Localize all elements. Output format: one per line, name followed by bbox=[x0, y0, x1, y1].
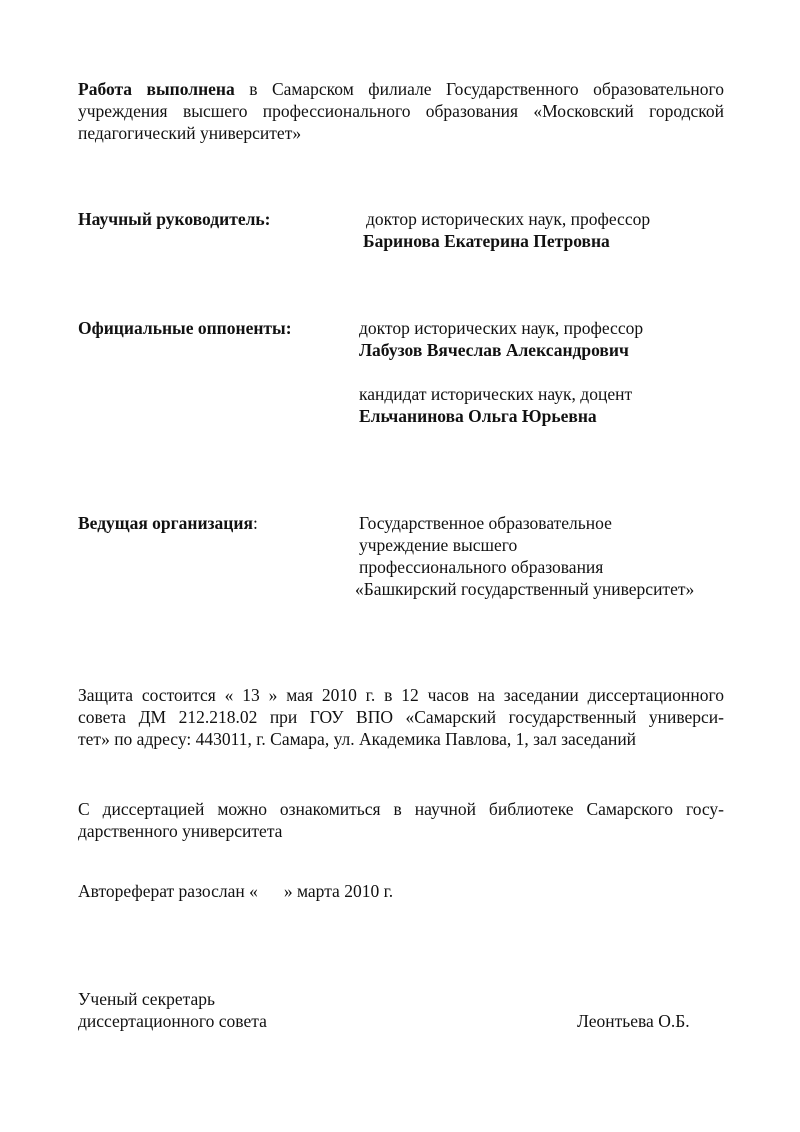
secretary-block bbox=[78, 988, 267, 1032]
leading-org-label-text: Ведущая организация bbox=[78, 513, 253, 533]
leading-org-block bbox=[355, 512, 695, 600]
defense-paragraph bbox=[78, 684, 724, 750]
intro-paragraph bbox=[78, 78, 724, 144]
opponents-label: Официальные оппоненты: bbox=[78, 318, 292, 338]
abstract-sent-line bbox=[78, 880, 393, 902]
abstract-sent-prefix: Автореферат разослан « bbox=[78, 881, 258, 901]
opponent-title: кандидат исторических наук, доцент bbox=[359, 384, 633, 404]
abstract-sent-suffix: » марта 2010 г. bbox=[283, 881, 394, 901]
supervisor-label: Научный руководитель: bbox=[78, 209, 271, 229]
library-line: С диссертацией можно ознакомиться в научной библиотеке Самарского госу- bbox=[78, 799, 724, 819]
secretary-title-line-1: Ученый секретарь bbox=[78, 989, 215, 1009]
opponent-name: Ельчанинова Ольга Юрьевна bbox=[359, 406, 597, 426]
leading-org-label-colon: : bbox=[252, 513, 258, 533]
supervisor-title: доктор исторических наук, профессор bbox=[366, 209, 651, 229]
opponent-entry bbox=[359, 317, 643, 361]
defense-line: совета ДМ 212.218.02 при ГОУ ВПО «Самарский государственный универси- bbox=[78, 707, 724, 727]
secretary-name: Леонтьева О.Б. bbox=[577, 1011, 690, 1031]
leading-org-line: «Башкирский государственный университет» bbox=[355, 579, 695, 599]
intro-line-1-rest: в Самарском филиале Государственного образовательного bbox=[234, 79, 724, 99]
intro-line-2: учреждения высшего профессионального образования «Московский городской bbox=[78, 101, 724, 121]
opponent-entry bbox=[359, 383, 632, 427]
library-paragraph bbox=[78, 798, 724, 842]
leading-org-line: профессионального образования bbox=[359, 557, 604, 577]
intro-line-1 bbox=[78, 78, 724, 100]
leading-org-line: Государственное образовательное bbox=[359, 513, 612, 533]
library-line: дарственного университета bbox=[78, 821, 283, 841]
supervisor-name: Баринова Екатерина Петровна bbox=[363, 231, 610, 251]
intro-line-3: педагогический университет» bbox=[78, 123, 302, 143]
supervisor-block bbox=[363, 208, 651, 252]
opponent-title: доктор исторических наук, профессор bbox=[359, 318, 644, 338]
secretary-title-line-2: диссертационного совета bbox=[78, 1011, 267, 1031]
defense-line: Защита состоится « 13 » мая 2010 г. в 12 часов на заседании диссертационного bbox=[78, 685, 724, 705]
leading-org-label bbox=[78, 512, 258, 534]
leading-org-line: учреждение высшего bbox=[359, 535, 518, 555]
defense-line: тет» по адресу: 443011, г. Самара, ул. Академика Павлова, 1, зал заседаний bbox=[78, 729, 637, 749]
intro-bold-lead: Работа выполнена bbox=[78, 79, 235, 99]
opponent-name: Лабузов Вячеслав Александрович bbox=[359, 340, 629, 360]
